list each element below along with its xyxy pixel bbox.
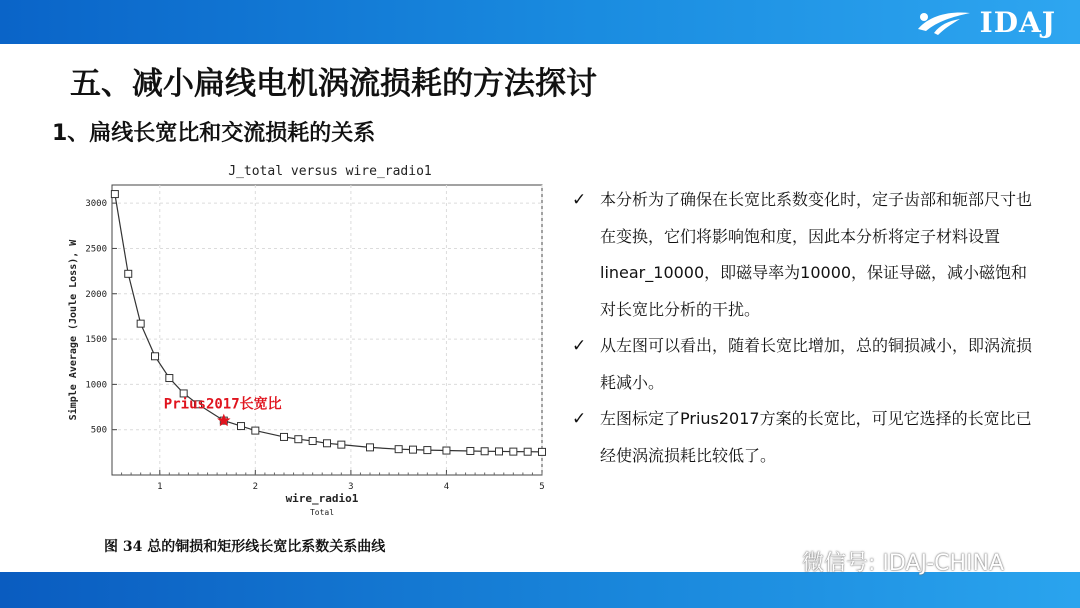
bullet-text: 本分析为了确保在长宽比系数变化时，定子齿部和轭部尺寸也在变换，它们将影响饱和度，因此本分析将定子材料设置linear_10000，即磁导率为10000，保证导磁，减小磁饱和对长宽比分析的干扰。 [600, 190, 1033, 319]
data-point [111, 191, 118, 198]
company-logo [916, 6, 1056, 38]
bullet-text: 左图标定了Prius2017方案的长宽比，可见它选择的长宽比已经使涡流损耗比较低了。 [600, 409, 1032, 465]
watermark-text: 微信号: IDAJ-CHINA [802, 551, 1005, 576]
chart-title: J_total versus wire_radio1 [228, 164, 432, 179]
data-point [481, 448, 488, 455]
data-point [324, 440, 331, 447]
y-axis-label: Simple Average (Joule Loss), W [68, 239, 79, 421]
header-bar [0, 0, 1080, 44]
data-point [238, 423, 245, 430]
logo-swoosh-icon [916, 7, 972, 37]
data-point [137, 320, 144, 327]
data-point [125, 270, 132, 277]
bullet-item [572, 182, 1042, 328]
checkmark-icon: ✓ [572, 190, 587, 210]
legend-label: Total [309, 508, 335, 517]
bullet-item [572, 401, 1042, 474]
bullet-item [572, 328, 1042, 401]
data-point [467, 447, 474, 454]
y-tick-label: 3000 [85, 199, 107, 210]
data-point [152, 353, 159, 360]
data-point [510, 448, 517, 455]
loss-chart [60, 160, 560, 525]
wechat-watermark [770, 546, 1004, 577]
data-point [443, 447, 450, 454]
bullet-text: 从左图可以看出，随着长宽比增加，总的铜损减小，即涡流损耗减小。 [600, 336, 1033, 392]
bullet-list [572, 182, 1042, 474]
checkmark-icon: ✓ [572, 336, 587, 356]
y-tick-label: 2500 [85, 244, 107, 255]
data-point [424, 447, 431, 454]
y-tick-label: 500 [90, 425, 107, 436]
y-tick-label: 2000 [85, 289, 107, 300]
data-point [338, 441, 345, 448]
checkmark-icon: ✓ [572, 409, 587, 429]
data-point [496, 448, 503, 455]
data-point [309, 438, 316, 445]
logo-text: IDAJ [979, 5, 1056, 39]
data-point [524, 448, 531, 455]
y-tick-label: 1500 [85, 335, 107, 346]
x-tick-label: 1 [157, 482, 163, 492]
x-tick-label: 2 [252, 482, 259, 492]
y-tick-label: 1000 [85, 380, 107, 391]
x-tick-label: 4 [443, 482, 450, 492]
data-point [410, 446, 417, 453]
x-tick-label: 3 [348, 482, 354, 492]
data-point [166, 375, 173, 382]
annotation-label: Prius2017长宽比 [163, 396, 282, 413]
data-point [367, 444, 374, 451]
chart-svg [60, 160, 560, 525]
data-point [539, 448, 546, 455]
data-point [281, 433, 288, 440]
wechat-icon [770, 551, 796, 573]
figure-caption: 图 34 总的铜损和矩形线长宽比系数关系曲线 [104, 539, 386, 555]
x-axis-label: wire_radio1 [285, 492, 359, 505]
plot-area [112, 185, 542, 475]
x-tick-label: 5 [539, 482, 545, 492]
footer-bar [0, 572, 1080, 608]
data-point [252, 427, 259, 434]
section-subtitle: 1、扁线长宽比和交流损耗的关系 [52, 121, 376, 146]
data-point [395, 446, 402, 453]
page-title: 五、减小扁线电机涡流损耗的方法探讨 [70, 66, 597, 102]
data-point [295, 436, 302, 443]
